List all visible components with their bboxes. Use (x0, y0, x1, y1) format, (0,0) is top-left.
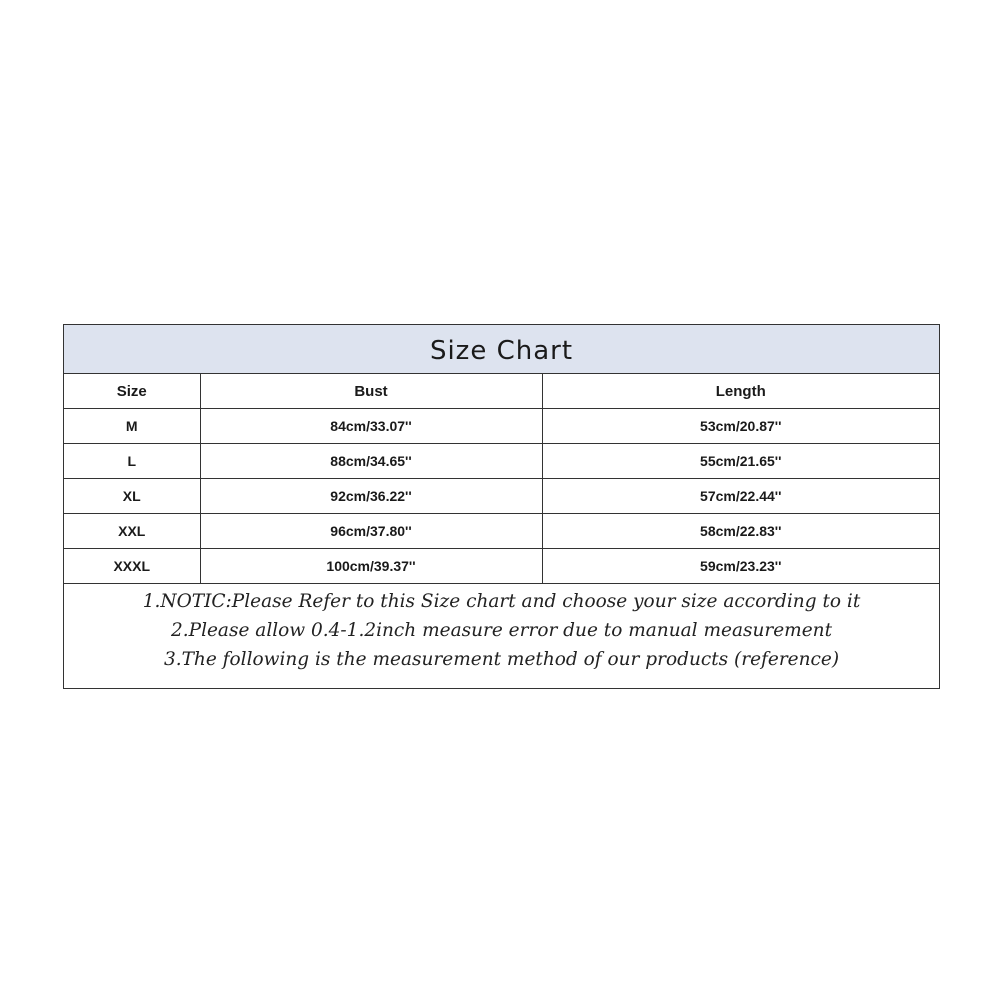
note-line: 1.NOTIC:Please Refer to this Size chart and choose your size according to it (142, 591, 861, 612)
length-cell: 58cm/22.83'' (542, 514, 939, 549)
length-cell: 59cm/23.23'' (542, 549, 939, 584)
notes-section (64, 584, 939, 674)
header-bust: Bust (200, 374, 542, 409)
bust-cell: 100cm/39.37'' (200, 549, 542, 584)
table-row (64, 479, 939, 514)
table-row (64, 549, 939, 584)
table-row (64, 514, 939, 549)
size-table (64, 374, 939, 584)
bust-cell: 96cm/37.80'' (200, 514, 542, 549)
header-size: Size (64, 374, 200, 409)
bust-cell: 84cm/33.07'' (200, 409, 542, 444)
length-cell: 53cm/20.87'' (542, 409, 939, 444)
size-chart (63, 324, 940, 689)
bust-cell: 88cm/34.65'' (200, 444, 542, 479)
size-cell: XXL (64, 514, 200, 549)
table-row (64, 444, 939, 479)
header-length: Length (542, 374, 939, 409)
size-cell: L (64, 444, 200, 479)
header-row (64, 374, 939, 409)
chart-title: Size Chart (64, 325, 939, 374)
size-cell: XXXL (64, 549, 200, 584)
size-cell: M (64, 409, 200, 444)
note-line: 3.The following is the measurement method of our products (reference) (163, 649, 840, 670)
length-cell: 57cm/22.44'' (542, 479, 939, 514)
note-line: 2.Please allow 0.4-1.2inch measure error due to manual measurement (170, 620, 833, 641)
table-row (64, 409, 939, 444)
bust-cell: 92cm/36.22'' (200, 479, 542, 514)
length-cell: 55cm/21.65'' (542, 444, 939, 479)
size-cell: XL (64, 479, 200, 514)
